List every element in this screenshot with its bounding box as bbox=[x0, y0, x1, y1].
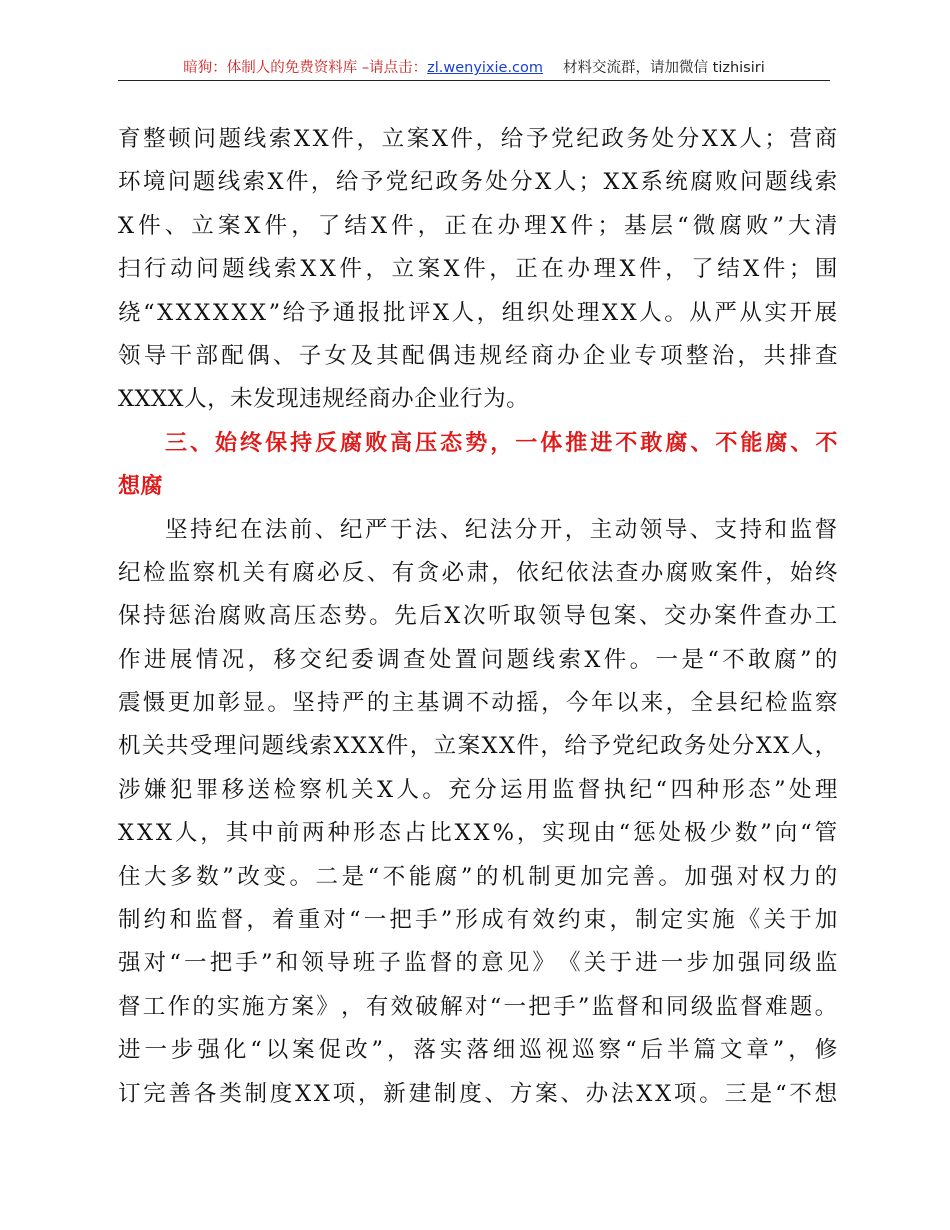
heading-line: 想腐 bbox=[118, 474, 164, 500]
paragraph-2 bbox=[118, 509, 838, 1116]
text-line: 领 导 干 部 配 偶 、 子 女 及 其 配 偶 违 规 经 商 办 企 业 专 项 整 治 ， 共 排 查 bbox=[118, 342, 838, 369]
text-line: 震 慑 更 加 彰 显 。 坚 持 严 的 主 基 调 不 动 摇 ， 今 年 以 来 ， 全 县 纪 检 监 察 bbox=[118, 690, 838, 717]
text-line: 强 对 “ 一 把 手 ” 和 领 导 班 子 监 督 的 意 见 》 《 关 于 进 一 步 加 强 同 级 监 bbox=[118, 950, 838, 977]
text-line: XXXX人，未发现违规经商办企业行为。 bbox=[118, 386, 530, 413]
text-line: 住 大 多 数 ” 改 变 。 二 是 “ 不 能 腐 ” 的 机 制 更 加 完 善 。 加 强 对 权 力 的 bbox=[118, 863, 838, 890]
text-line: 机 关 共 受 理 问 题 线 索 X X X 件 ， 立 案 X X 件 ， 给 予 党 纪 政 务 处 分 X X 人 ， bbox=[118, 733, 838, 760]
text-line: 订 完 善 各 类 制 度 X X 项 ， 新 建 制 度 、 方 案 、 办 法 X X 项 。 三 是 “ 不 想 bbox=[118, 1080, 838, 1107]
header-link[interactable]: zl.wenyixie.com bbox=[427, 60, 544, 76]
header-site-name: 暗狗：体制人的免费资料库 bbox=[183, 60, 358, 76]
text-line: 进 一 步 强 化 “ 以 案 促 改 ” ， 落 实 落 细 巡 视 巡 察 “ 后 半 篇 文 章 ” ， 修 bbox=[118, 1037, 838, 1064]
text-line: X X X 人 ， 其 中 前 两 种 形 态 占 比 X X % ， 实 现 由 “ 惩 处 极 少 数 ” 向 “ 管 bbox=[118, 820, 838, 847]
text-line: 保 持 惩 治 腐 败 高 压 态 势 。 先 后 X 次 听 取 领 导 包 案 、 交 办 案 件 查 办 工 bbox=[118, 603, 838, 630]
text-line: 环 境 问 题 线 索 X 件 ， 给 予 党 纪 政 务 处 分 X 人 ； X X 系 统 腐 败 问 题 线 索 bbox=[118, 169, 838, 196]
heading-line: 三 、 始 终 保 持 反 腐 败 高 压 态 势 ， 一 体 推 进 不 敢 腐 、 不 能 腐 、 不 bbox=[165, 430, 838, 456]
page-header bbox=[118, 58, 830, 81]
document-body bbox=[118, 118, 838, 1116]
text-line: 制 约 和 监 督 ， 着 重 对 “ 一 把 手 ” 形 成 有 效 约 束 ， 制 定 实 施 《 关 于 加 bbox=[118, 907, 838, 934]
text-line: 涉 嫌 犯 罪 移 送 检 察 机 关 X 人 。 充 分 运 用 监 督 执 纪 “ 四 种 形 态 ” 处 理 bbox=[118, 776, 838, 803]
text-line: 坚 持 纪 在 法 前 、 纪 严 于 法 、 纪 法 分 开 ， 主 动 领 导 、 支 持 和 监 督 bbox=[165, 516, 838, 543]
text-line: 作 进 展 情 况 ， 移 交 纪 委 调 查 处 置 问 题 线 索 X 件 。 一 是 “ 不 敢 腐 ” 的 bbox=[118, 646, 838, 673]
text-line: 绕 “ X X X X X X ” 给 予 通 报 批 评 X 人 ， 组 织 处 理 X X 人 。 从 严 从 实 开 展 bbox=[118, 299, 838, 326]
text-line: 督 工 作 的 实 施 方 案 》 ， 有 效 破 解 对 “ 一 把 手 ” 监 督 和 同 级 监 督 难 题 。 bbox=[118, 993, 838, 1020]
section-heading bbox=[118, 422, 838, 509]
text-line: 纪 检 监 察 机 关 有 腐 必 反 、 有 贪 必 肃 ， 依 纪 依 法 查 办 腐 败 案 件 ， 始 终 bbox=[118, 559, 838, 586]
header-click-prompt: –请点击： bbox=[357, 60, 428, 76]
text-line: X 件 、 立 案 X 件 ， 了 结 X 件 ， 正 在 办 理 X 件 ； 基 层 “ 微 腐 败 ” 大 清 bbox=[118, 212, 838, 239]
text-line: 育 整 顿 问 题 线 索 X X 件 ， 立 案 X 件 ， 给 予 党 纪 政 务 处 分 X X 人 ； 营 商 bbox=[118, 126, 838, 152]
header-wechat-note: 材料交流群，请加微信 tizhisiri bbox=[563, 60, 765, 76]
paragraph-1 bbox=[118, 118, 838, 422]
text-line: 扫 行 动 问 题 线 索 X X 件 ， 立 案 X 件 ， 正 在 办 理 X 件 ， 了 结 X 件 ； 围 bbox=[118, 256, 838, 283]
